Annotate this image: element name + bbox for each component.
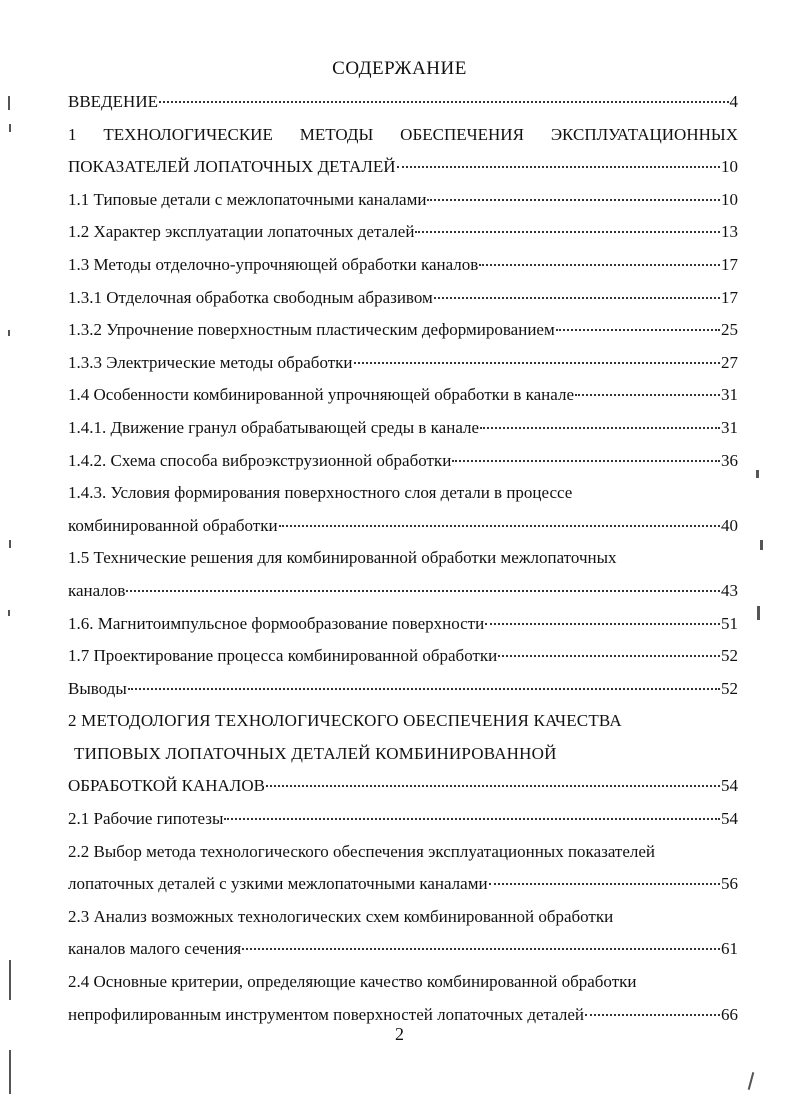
toc-leader-dots (128, 688, 720, 690)
table-of-contents (68, 86, 738, 1031)
toc-entry-title: Выводы (68, 678, 127, 698)
toc-row (68, 151, 738, 184)
toc-entry-1-4 (68, 379, 738, 412)
toc-entry-title-line-2: непрофилированным инструментом поверхностей лопаточных деталей (68, 1004, 585, 1024)
scan-speck (757, 606, 760, 620)
toc-entry-title-line-2: ПОКАЗАТЕЛЕЙ ЛОПАТОЧНЫХ ДЕТАЛЕЙ (68, 157, 396, 177)
toc-row (68, 445, 738, 478)
toc-entry-1-1 (68, 184, 738, 217)
toc-row (68, 184, 738, 217)
toc-leader-dots (126, 590, 720, 592)
toc-leader-dots (266, 785, 720, 787)
toc-row (68, 412, 738, 445)
toc-page-number: 4 (729, 92, 738, 111)
toc-entry-title: 1.3.1 Отделочная обработка свободным абразивом (68, 287, 433, 307)
toc-entry-1-3 (68, 249, 738, 282)
toc-entry-1-2 (68, 216, 738, 249)
toc-row (68, 575, 738, 608)
toc-entry-title: 1.3 Методы отделочно-упрочняющей обработки каналов (68, 254, 479, 274)
toc-entry-title-line-1: 1.4.3. Условия формирования поверхностного слоя детали в процессе (68, 483, 573, 503)
toc-entry-title: 1.1 Типовые детали с межлопаточными каналами (68, 189, 427, 209)
toc-leader-dots (434, 297, 720, 299)
toc-row (68, 608, 738, 641)
toc-entry-title-line-1: 1.5 Технические решения для комбинированной обработки межлопаточных (68, 548, 617, 568)
toc-page-number: 56 (721, 874, 738, 894)
toc-entry-chapter-2 (68, 705, 738, 803)
toc-entry-title: 1.4 Особенности комбинированной упрочняющей обработки в канале (68, 385, 575, 405)
toc-entry-title: 1.3.2 Упрочнение поверхностным пластическим деформированием (68, 320, 555, 340)
toc-leader-dots (480, 427, 720, 429)
toc-entry-2-2 (68, 836, 738, 901)
toc-leader-dots (452, 460, 720, 462)
toc-leader-dots (279, 525, 720, 527)
toc-row (68, 510, 738, 543)
toc-leader-dots (354, 362, 720, 364)
scan-speck (9, 540, 11, 548)
toc-page-number: 25 (721, 320, 738, 340)
scan-speck (8, 96, 10, 110)
toc-entry-1-3-3 (68, 347, 738, 380)
toc-row (68, 314, 738, 347)
page-number: 2 (395, 1024, 404, 1044)
toc-page-number: 31 (721, 385, 738, 405)
toc-page-number: 10 (721, 157, 738, 177)
toc-row (68, 216, 738, 249)
scan-speck (748, 1072, 755, 1090)
toc-entry-title: 1.4.1. Движение гранул обрабатывающей среды в канале (68, 417, 480, 437)
toc-entry-title: 1.3.3 Электрические методы обработки (68, 352, 353, 372)
toc-page-number: 36 (721, 450, 738, 470)
toc-leader-dots (159, 101, 729, 103)
toc-page-number: 54 (721, 776, 738, 796)
toc-entry-2-4 (68, 966, 738, 1031)
toc-leader-dots (556, 329, 720, 331)
toc-leader-dots (489, 883, 720, 885)
toc-entry-title: 1.4.2. Схема способа виброэкструзионной обработки (68, 450, 452, 470)
toc-entry-1-3-2 (68, 314, 738, 347)
toc-page-number: 43 (721, 580, 738, 600)
page-title: СОДЕРЖАНИЕ (332, 58, 467, 79)
toc-entry-title-line-2: каналов малого сечения (68, 939, 242, 959)
toc-entry-1-3-1 (68, 282, 738, 315)
toc-page-number: 13 (721, 222, 738, 242)
toc-row (68, 770, 738, 803)
toc-page-number: 61 (721, 939, 738, 959)
toc-row (68, 640, 738, 673)
toc-row (68, 803, 738, 836)
toc-leader-dots (242, 948, 720, 950)
toc-entry-title: 1.7 Проектирование процесса комбинированной обработки (68, 646, 498, 666)
toc-row (68, 379, 738, 412)
toc-row (68, 86, 738, 119)
toc-leader-dots (415, 231, 720, 233)
toc-row (68, 282, 738, 315)
toc-entry-chapter-1 (68, 119, 738, 184)
toc-entry-title-line-2: ТИПОВЫХ ЛОПАТОЧНЫХ ДЕТАЛЕЙ КОМБИНИРОВАННОЙ (74, 743, 557, 763)
scan-speck (9, 1050, 11, 1094)
toc-leader-dots (585, 1014, 720, 1016)
toc-page-number: 27 (721, 352, 738, 372)
toc-leader-dots (485, 623, 720, 625)
scan-speck (9, 960, 11, 1000)
toc-leader-dots (224, 818, 720, 820)
toc-entry-2-1 (68, 803, 738, 836)
toc-page-number: 51 (721, 613, 738, 633)
toc-row (68, 933, 738, 966)
toc-entry-1-7 (68, 640, 738, 673)
toc-row (68, 347, 738, 380)
toc-entry-title-line-2: лопаточных деталей с узкими межлопаточными каналами (68, 874, 488, 894)
toc-leader-dots (575, 394, 720, 396)
toc-entry-title: 1.2 Характер эксплуатации лопаточных деталей (68, 222, 415, 242)
toc-entry-title-line-1: 2.4 Основные критерии, определяющие качество комбинированной обработки (68, 972, 637, 992)
scan-speck (8, 330, 10, 336)
toc-entry-title: 1.6. Магнитоимпульсное формообразование поверхности (68, 613, 485, 633)
scan-speck (760, 540, 763, 550)
toc-entry-title-line-2: каналов (68, 580, 126, 600)
toc-page-number: 66 (721, 1004, 738, 1024)
toc-entry-2-3 (68, 901, 738, 966)
toc-entry-title-line-1: 2.2 Выбор метода технологического обеспечения эксплуатационных показателей (68, 841, 656, 861)
toc-page-number: 31 (721, 417, 738, 437)
toc-entry-title-line-1: 2.3 Анализ возможных технологических схем комбинированной обработки (68, 906, 614, 926)
toc-page-number: 40 (721, 515, 738, 535)
toc-page-number: 10 (721, 189, 738, 209)
scan-speck (756, 470, 759, 478)
toc-entry-title-line-2: комбинированной обработки (68, 515, 278, 535)
toc-entry-1-4-1 (68, 412, 738, 445)
toc-entry-title-line-1: 2 МЕТОДОЛОГИЯ ТЕХНОЛОГИЧЕСКОГО ОБЕСПЕЧЕНИЯ КАЧЕСТВА (68, 711, 622, 731)
toc-entry-1-4-2 (68, 445, 738, 478)
scan-speck (9, 124, 11, 132)
toc-entry-title-line-1: 1 ТЕХНОЛОГИЧЕСКИЕ МЕТОДЫ ОБЕСПЕЧЕНИЯ ЭКСПЛУАТАЦИОННЫХ (68, 124, 738, 144)
toc-page-number: 17 (721, 287, 738, 307)
toc-leader-dots (479, 264, 720, 266)
toc-entry-1-4-3 (68, 477, 738, 542)
toc-page-number: 52 (721, 678, 738, 698)
toc-leader-dots (498, 655, 720, 657)
toc-entry-1-5 (68, 542, 738, 607)
toc-entry-title: ВВЕДЕНИЕ (68, 92, 158, 111)
toc-entry-title: 2.1 Рабочие гипотезы (68, 809, 224, 829)
toc-row (68, 673, 738, 706)
toc-leader-dots (427, 199, 720, 201)
toc-leader-dots (397, 166, 720, 168)
toc-entry-title-line-3: ОБРАБОТКОЙ КАНАЛОВ (68, 776, 265, 796)
toc-page-number: 52 (721, 646, 738, 666)
toc-page-number: 17 (721, 254, 738, 274)
toc-entry-1-6 (68, 608, 738, 641)
toc-entry-conclusions (68, 673, 738, 706)
scan-speck (8, 610, 10, 616)
toc-row (68, 868, 738, 901)
toc-row (68, 249, 738, 282)
toc-entry-introduction (68, 86, 738, 119)
toc-page-number: 54 (721, 809, 738, 829)
